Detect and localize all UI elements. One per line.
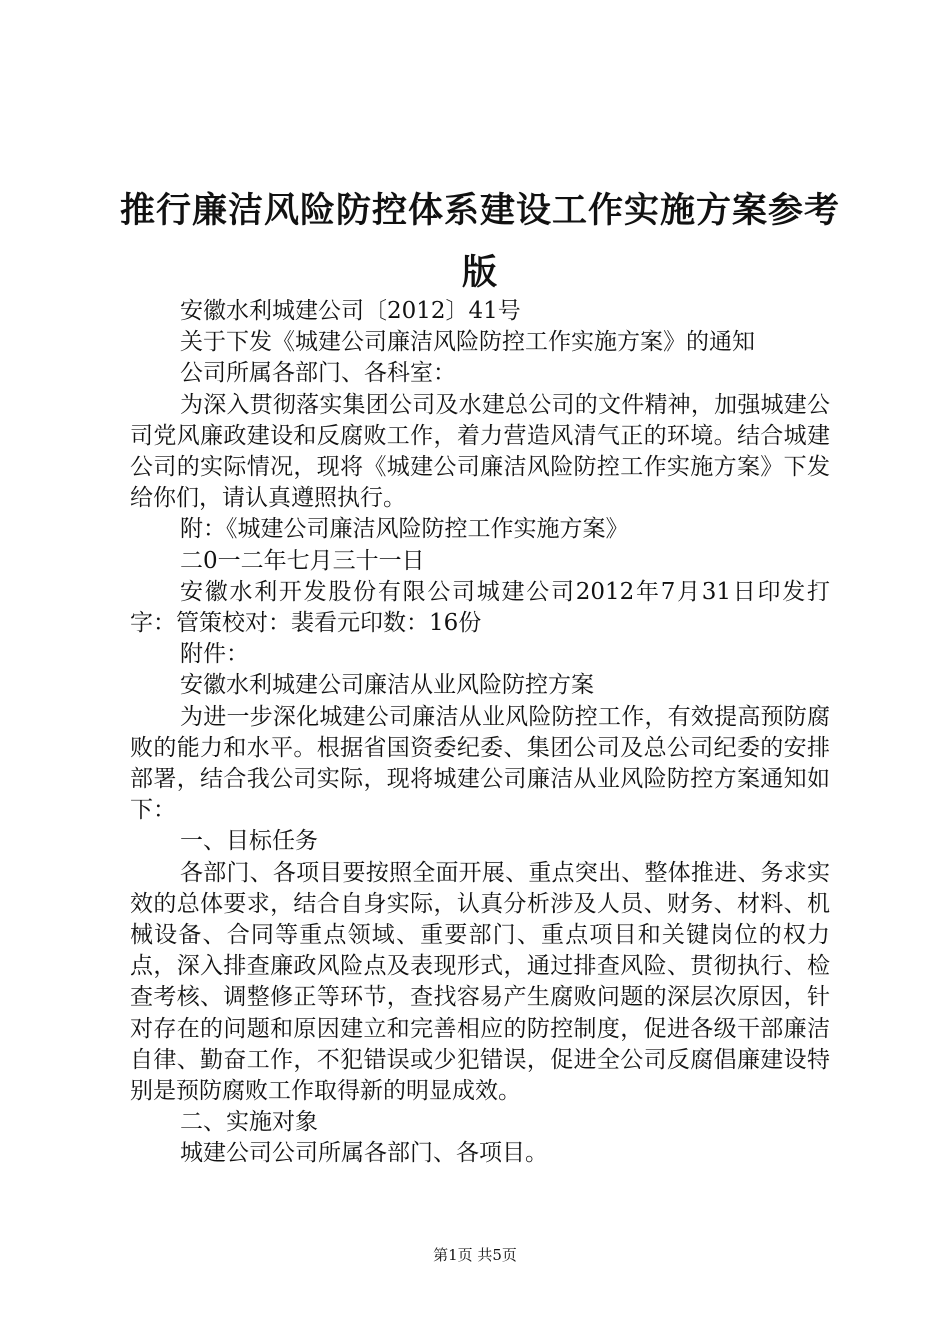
doc-number: 安徽水利城建公司〔2012〕41号: [180, 298, 521, 324]
document-body: [130, 296, 830, 1170]
body-paragraph: 各部门、各项目要按照全面开展、重点突出、整体推进、务求实效的总体要求，结合自身实际，认真分析涉及人员、财务、材料、机械设备、合同等重点领域、重要部门、重点项目和关键岗位的权力点，深入排查廉政风险点及表现形式，通过排查风险、贯彻执行、检查考核、调整修正等环节，查找容易产生腐败问题的深层次原因，针对存在的问题和原因建立和完善相应的防控制度，促进各级干部廉洁自律、勤奋工作，不犯错误或少犯错误，促进全公司反腐倡廉建设特别是预防腐败工作取得新的明显成效。: [130, 859, 830, 1105]
body-paragraph: 城建公司公司所属各部门、各项目。: [180, 1140, 548, 1167]
issue-info: 安徽水利开发股份有限公司城建公司2012年7月31日印发打字：管策校对：裴看元印数：16份: [130, 578, 830, 637]
notice-heading: 关于下发《城建公司廉洁风险防控工作实施方案》的通知: [180, 329, 755, 356]
attachment-note: 附：《城建公司廉洁风险防控工作实施方案》: [180, 516, 629, 543]
section-heading-targets: 二、实施对象: [180, 1109, 318, 1136]
page-number-footer: 第1页 共5页: [433, 1246, 517, 1264]
body-paragraph: 为进一步深化城建公司廉洁从业风险防控工作，有效提高预防腐败的能力和水平。根据省国资委纪委、集团公司及总公司纪委的安排部署，结合我公司实际，现将城建公司廉洁从业风险防控方案通知如下：: [130, 703, 830, 824]
date-line: 二0一二年七月三十一日: [180, 547, 425, 574]
section-heading-goals: 一、目标任务: [180, 828, 318, 855]
attachment-label: 附件：: [180, 641, 249, 668]
salutation: 公司所属各部门、各科室：: [180, 360, 456, 387]
document-title: 推行廉洁风险防控体系建设工作实施方案参考版: [119, 190, 840, 293]
plan-title: 安徽水利城建公司廉洁从业风险防控方案: [180, 672, 594, 699]
body-paragraph: 为深入贯彻落实集团公司及水建总公司的文件精神，加强城建公司党风廉政建设和反腐败工作，着力营造风清气正的环境。结合城建公司的实际情况，现将《城建公司廉洁风险防控工作实施方案》下发给你们，请认真遵照执行。: [130, 391, 830, 512]
